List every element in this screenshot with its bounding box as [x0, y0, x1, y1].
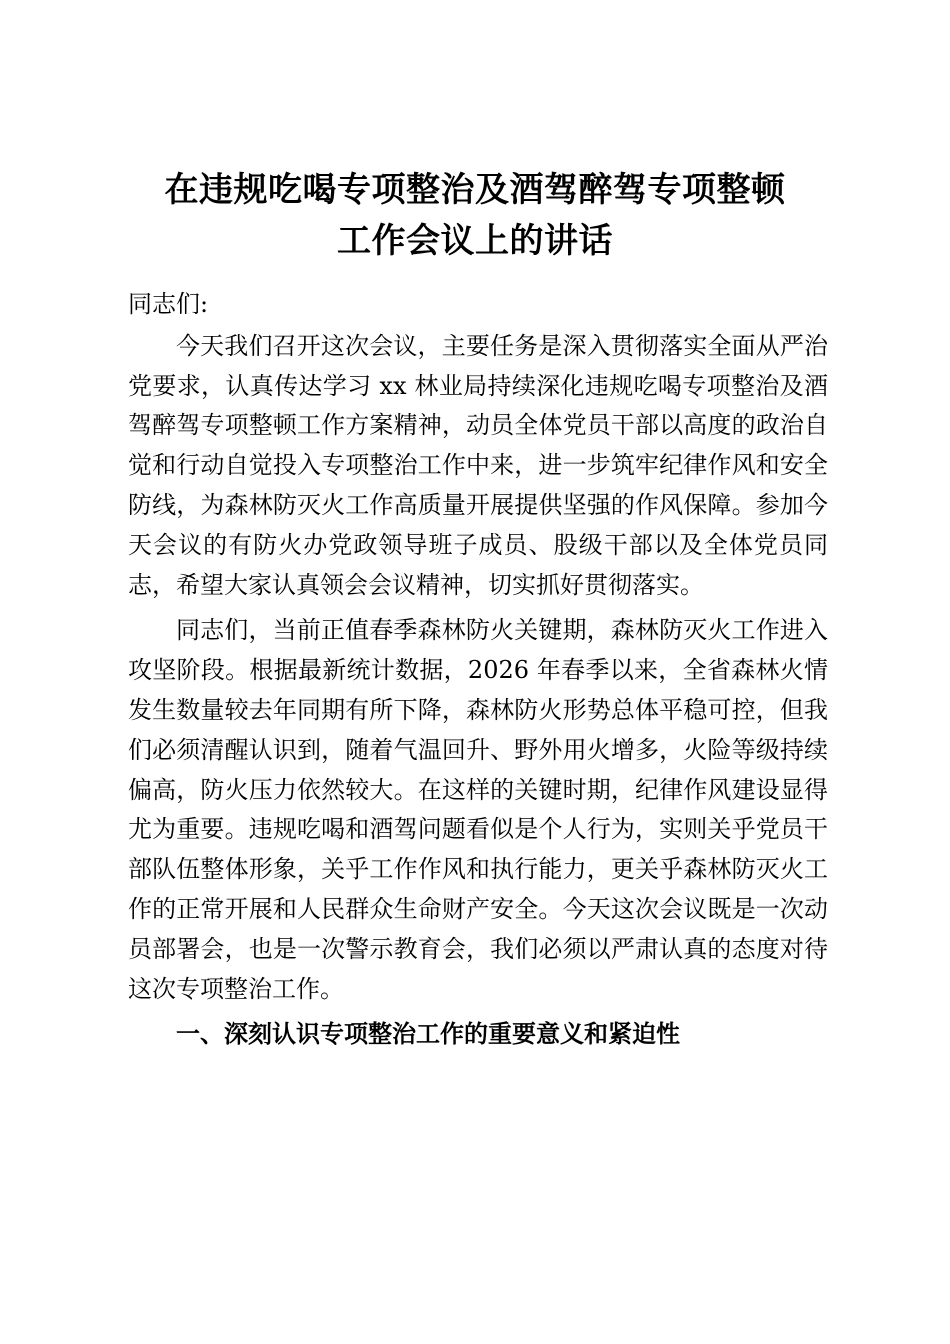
paragraph-situation: 同志们，当前正值春季森林防火关键期，森林防灭火工作进入攻坚阶段。根据最新统计数据，2026 年春季以来，全省森林火情发生数量较去年同期有所下降，森林防火形势总体平稳可控，但我们必须清醒认识到，随着气温回升、野外用火增多，火险等级持续偏高，防火压力依然较大。在这样的关键时期，纪律作风建设显得尤为重要。违规吃喝和酒驾问题看似是个人行为，实则关乎党员干部队伍整体形象，关乎工作作风和执行能力，更关乎森林防灭火工作的正常开展和人民群众生命财产安全。今天这次会议既是一次动员部署会，也是一次警示教育会，我们必须以严肃认真的态度对待这次专项整治工作。	[128, 616, 828, 1003]
document-title	[110, 165, 840, 267]
paragraph-opening: 今天我们召开这次会议，主要任务是深入贯彻落实全面从严治党要求，认真传达学习 xx 林业局持续深化违规吃喝专项整治及酒驾醉驾专项整顿工作方案精神，动员全体党员干部以高度的政治自觉和行动自觉投入专项整治工作中来，进一步筑牢纪律作风和安全防线，为森林防灭火工作高质量开展提供坚强的作风保障。参加今天会议的有防火办党政领导班子成员、股级干部以及全体党员同志，希望大家认真领会会议精神，切实抓好贯彻落实。	[128, 331, 828, 599]
document-title-line-2: 工作会议上的讲话	[337, 221, 613, 261]
section-heading-1: 一、深刻认识专项整治工作的重要意义和紧迫性	[176, 1020, 680, 1049]
document-body	[128, 285, 828, 1055]
salutation: 同志们:	[128, 290, 209, 318]
document-title-line-1: 在违规吃喝专项整治及酒驾醉驾专项整顿	[164, 170, 786, 210]
